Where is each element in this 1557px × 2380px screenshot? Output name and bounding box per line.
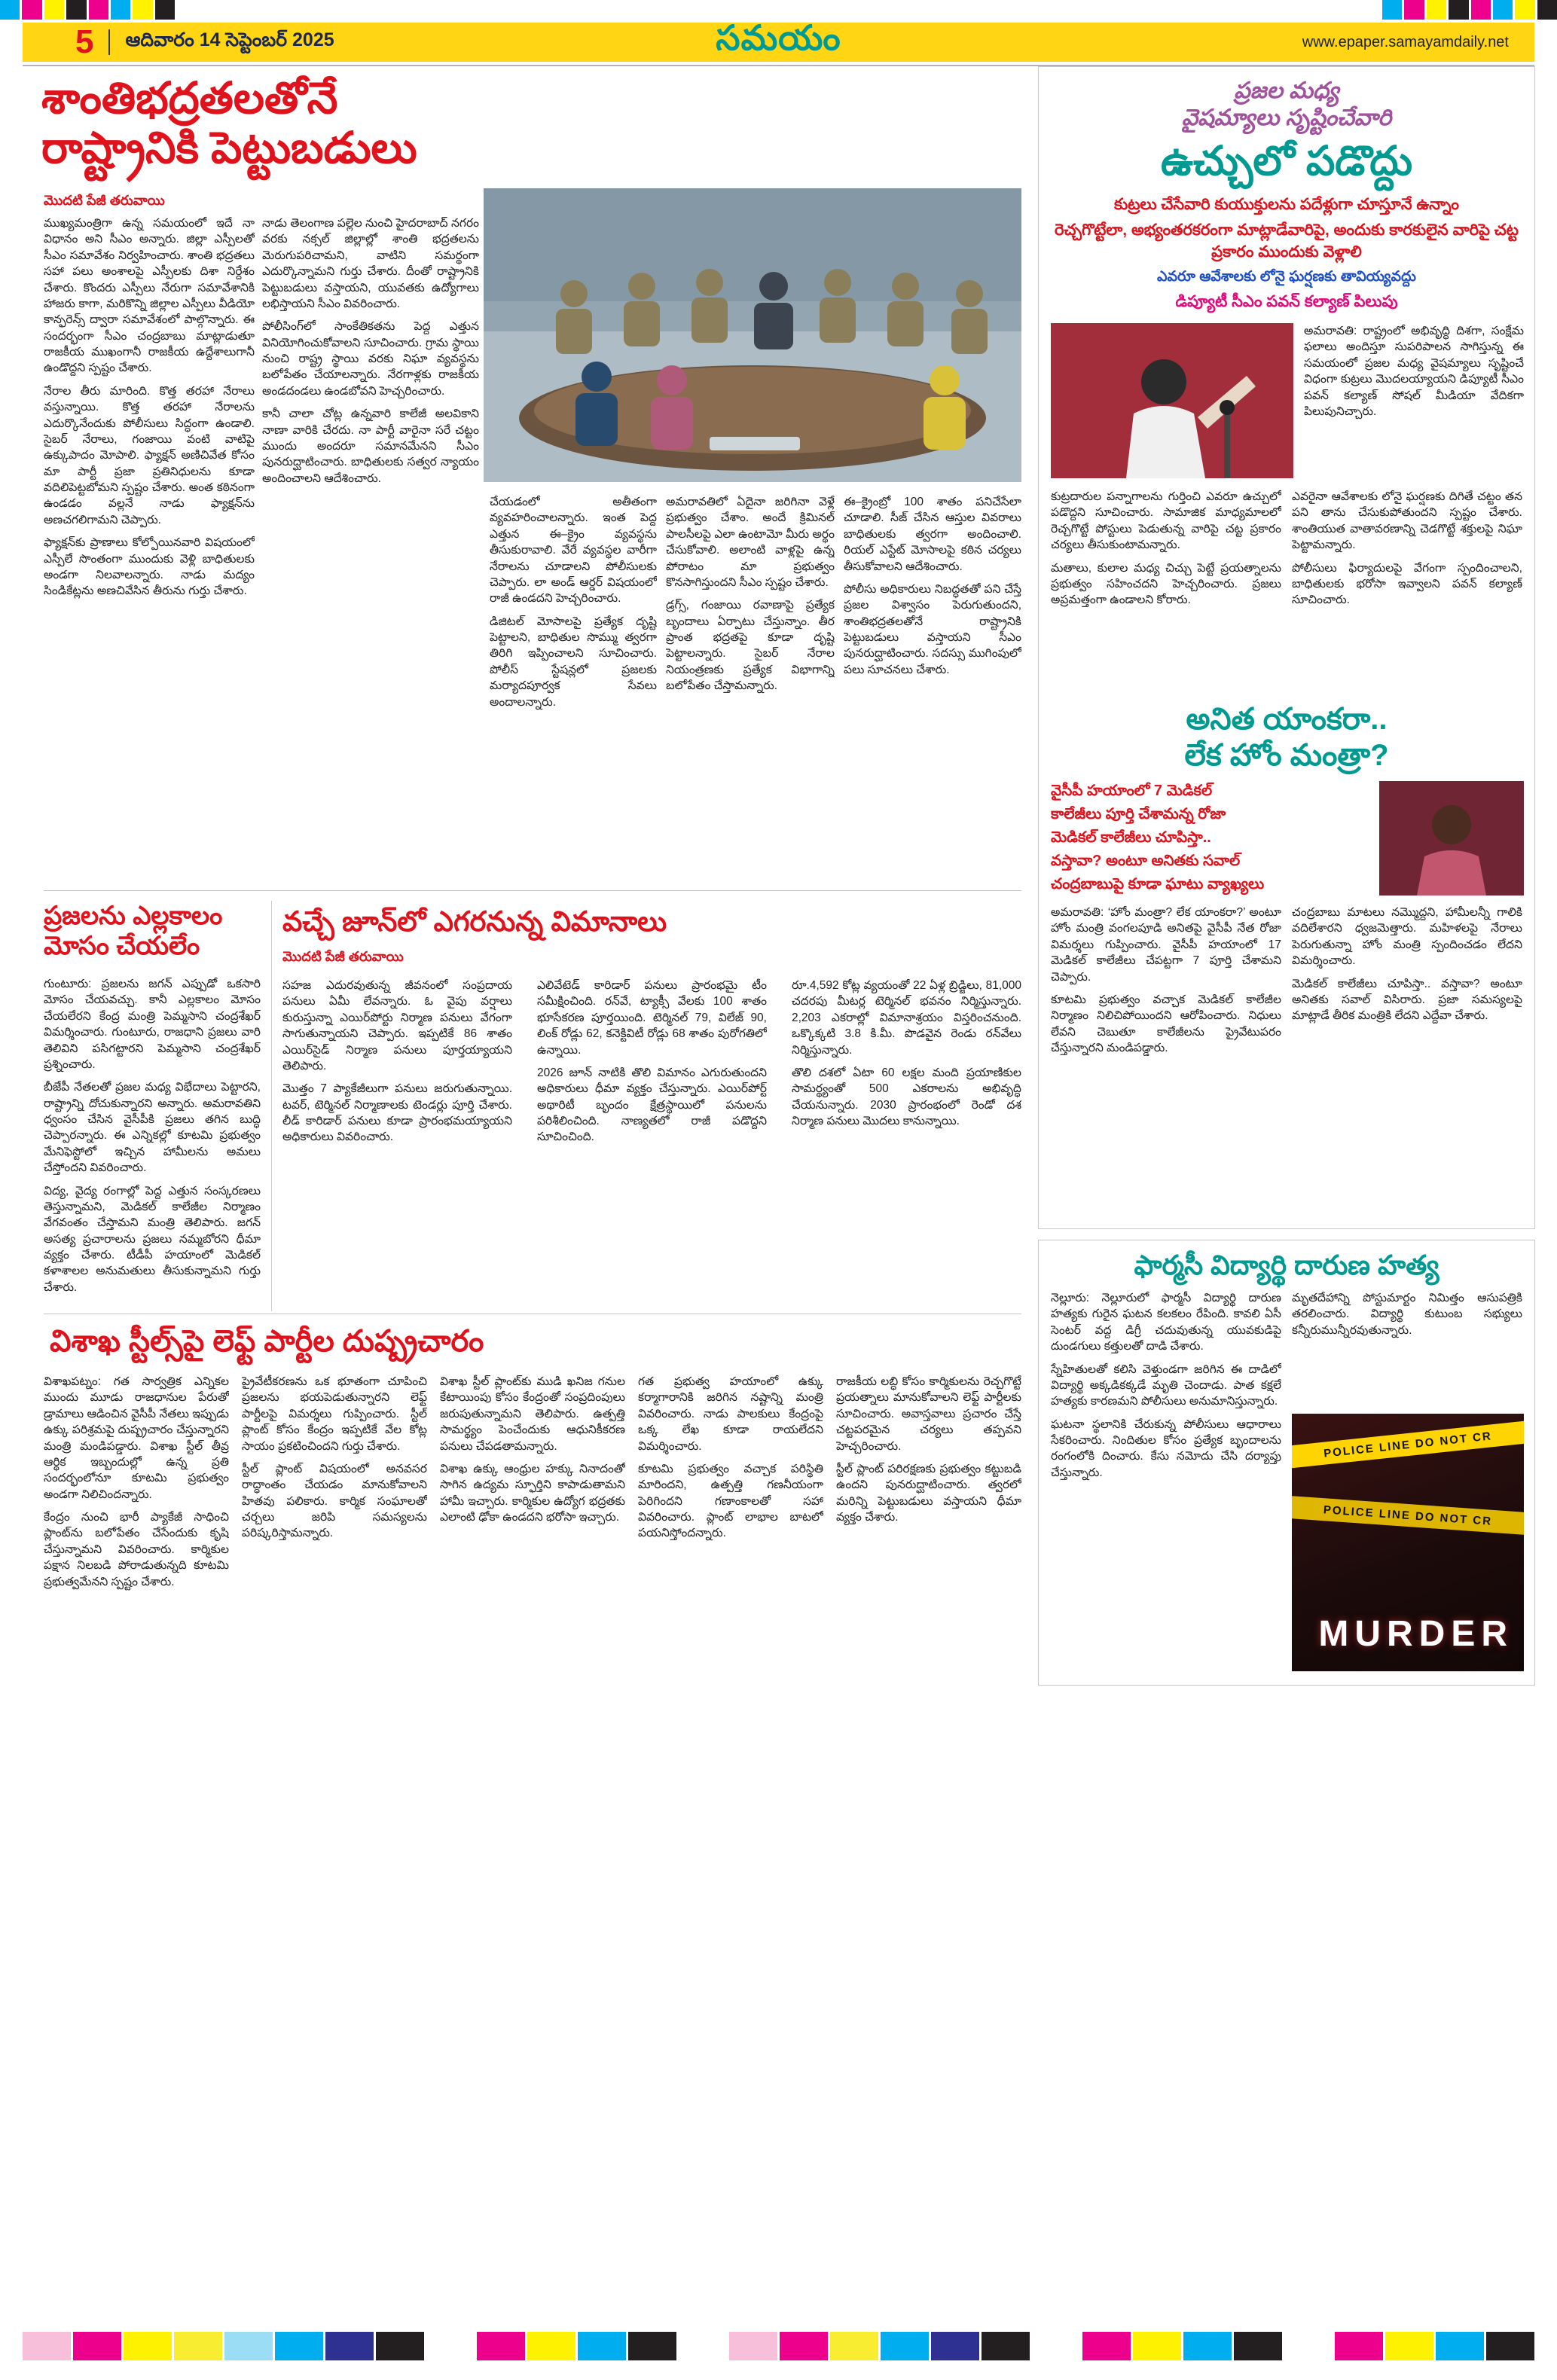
pharmacy-headline: ఫార్మసీ విద్యార్థి దారుణ హత్య	[1134, 1250, 1439, 1280]
steel-column-1	[44, 1374, 229, 2240]
paragraph: మొత్తం 7 ప్యాకేజీలుగా పనులు జరుగుతున్నాయి. టవర్, టెర్మినల్ నిర్మాణాలకు టెండర్లు పూర్తి చేశారు. లీడ్ కారిడార్ పనులు కూడా ప్రారంభమయ్యాయని అధికారులు వివరించారు.	[282, 1082, 512, 1144]
paragraph: మెడికల్ కాలేజీలు చూపిస్తా..	[1051, 829, 1211, 846]
color-swatch	[1427, 0, 1446, 20]
newspaper-logo: సమయం	[716, 18, 841, 57]
paragraph: మృతదేహాన్ని పోస్టుమార్టం నిమిత్తం ఆసుపత్రికి తరలించారు. విద్యార్థి కుటుంబ సభ్యులు కన్నీరుమున్నీరవుతున్నారు.	[1292, 1292, 1522, 1337]
paragraph: చంద్రబాబుపై కూడా ఘాటు వ్యాఖ్యలు	[1051, 876, 1265, 892]
color-swatch	[1537, 0, 1557, 20]
paragraph: తొలి దశలో ఏటా 60 లక్షల మంది ప్రయాణికుల సామర్థ్యంతో 500 ఎకరాలను అభివృద్ధి చేయనున్నారు. 2030 ప్రారంభంలో రెండో దశ నిర్మాణ పనులు మొదలు కానున్నాయి.	[792, 1066, 1021, 1127]
paragraph: సహజ ఎదురవుతున్న జీవనంలో సంప్రదాయ పనులు ఏమీ లేవన్నారు. ఓ వైపు వర్షాలు కురుస్తున్నా ఎయిర్‌పోర్టు నిర్మాణ పనులు వేగంగా సాగుతున్నాయని చెప్పారు. ఇప్పటికే 86 శాతం ఎయిర్‌సైడ్ నిర్మాణ పనులు పూర్తయ్యాయని తెలిపారు.	[282, 979, 512, 1073]
masthead	[23, 18, 1534, 62]
pawan-subhead-blue: ఎవరూ ఆవేశాలకు లోనై ఘర్షణకు తావియ్యవద్దు	[1156, 269, 1417, 285]
police-line-tape-text: POLICE LINE DO NOT CR	[1323, 1503, 1493, 1528]
anita-headline-line1: అనిత యాంకరా..	[1186, 703, 1388, 736]
print-calibration-strip-top-left	[0, 0, 175, 20]
color-swatch	[1335, 2332, 1383, 2360]
murder-label: MURDER	[1318, 1614, 1513, 1654]
paragraph: కూటమి ప్రభుత్వం వచ్చాక పరిస్థితి మారిందని, ఉత్పత్తి గణనీయంగా పెరిగిందని గణాంకాలతో సహా వివరించారు. ప్లాంట్ లాభాల బాటలో పయనిస్తోందన్నారు.	[638, 1462, 823, 1540]
color-swatch	[44, 0, 64, 20]
continuation-note: మొదటి పేజీ తరువాయి	[44, 193, 165, 208]
anita-headline	[1039, 701, 1534, 774]
print-calibration-strip-bottom	[23, 2332, 1534, 2360]
color-swatch	[1436, 2332, 1484, 2360]
color-swatch	[23, 2332, 71, 2360]
color-swatch	[931, 2332, 979, 2360]
color-swatch	[0, 0, 20, 20]
color-swatch	[1234, 2332, 1282, 2360]
steel-column-2	[242, 1374, 427, 2240]
paragraph: కూటమి ప్రభుత్వం వచ్చాక మెడికల్ కాలేజీల నిర్మాణం నిలిచిపోయిందని ఆరోపించారు. నిధులు లేవని చెబుతూ కాలేజీలను ప్రైవేటుపరం చేస్తున్నారని మండిపడ్డారు.	[1051, 993, 1281, 1054]
paragraph: నాడు తెలంగాణ పల్లెల నుంచి హైదరాబాద్ నగరం వరకు నక్సల్ జిల్లాల్లో శాంతి భద్రతలను మెరుగుపరిచామని, వాటిని సమర్థంగా ఎదుర్కొన్నామని గుర్తు చేశారు. దీంతో రాష్ట్రానికి పెట్టుబడులు వస్తాయని, యువతకు ఉద్యోగాలు లభిస్తాయని సీఎం వివరించారు.	[262, 217, 479, 310]
color-swatch	[679, 2332, 727, 2360]
paragraph: పోలీసులు ఫిర్యాదులపై వేగంగా స్పందించాలని, బాధితులకు భరోసా ఇవ్వాలని పవన్ కల్యాణ్ సూచించారు.	[1292, 561, 1522, 607]
color-swatch	[111, 0, 130, 20]
color-swatch	[578, 2332, 626, 2360]
police-line-tape	[1292, 1419, 1524, 1470]
steel-column-4	[638, 1374, 823, 2240]
main-headline-line2: రాష్ట్రానికి పెట్టుబడులు	[41, 124, 417, 173]
paragraph: స్టీల్ ప్లాంట్ విషయంలో అనవసర రాద్ధాంతం చేయడం మానుకోవాలని హితవు పలికారు. కార్మిక సంఘాలతో చర్చలు జరిపి సమస్యలను పరిష్కరిస్తామన్నారు.	[242, 1462, 427, 1540]
roja-photo-graphic	[1379, 781, 1524, 896]
paragraph: నేరాల తీరు మారింది. కొత్త తరహా నేరాలు వస్తున్నాయి. కొత్త తరహా నేరాలను ఎదుర్కొనేందుకు పోలీసులు సిద్ధంగా ఉండాలి. సైబర్ నేరాలు, గంజాయి వంటి వాటిపై ఉక్కుపాదం మోపాలి. ఫ్యాక్షన్ అణిచివేత కోసం మా పార్టీ ప్రజా ప్రతినిధులను కూడా వదిలిపెట్టబోమని స్పష్టం చేశారు. అంత కఠినంగా ఉండడం వల్లనే నాడు ఫ్యాక్షన్‌ను అణచగలిగామని చెప్పారు.	[44, 384, 255, 526]
paragraph: విశాఖ స్టీల్ ప్లాంట్‌కు ముడి ఖనిజ గనుల కేటాయింపు కోసం కేంద్రంతో సంప్రదింపులు జరుపుతున్నామని తెలిపారు. ఉత్పత్తి సామర్థ్యం పెంచేందుకు ఆధునికీకరణ పనులు చేపడతామన్నారు.	[440, 1375, 625, 1453]
steel-headline: విశాఖ స్టీల్స్‌పై లెఫ్ట్ పార్టీల దుష్ప్రచారం	[50, 1325, 484, 1358]
epaper-url[interactable]: www.epaper.samayamdaily.net	[1302, 33, 1509, 50]
flights-column-3	[792, 978, 1021, 1307]
color-swatch	[830, 2332, 878, 2360]
masthead-divider	[108, 29, 110, 55]
pawan-subhead-red-1: కుట్రలు చేసేవారి కుయుక్తులను పదేళ్లుగా చూస్తూనే ఉన్నాం	[1113, 196, 1459, 213]
paragraph: విద్య, వైద్య రంగాల్లో పెద్ద ఎత్తున సంస్కరణలు తెస్తున్నామని, మెడికల్ కాలేజీల నిర్మాణం వేగవంతం చేస్తామని మంత్రి తెలిపారు. జగన్ అసత్య ప్రచారాలను ప్రజలు నమ్మబోరని ధీమా వ్యక్తం చేశారు. టీడీపీ హయాంలో మెడికల్ కళాశాలల అనుమతులు తీసుకున్నామని గుర్తు చేశారు.	[44, 1184, 261, 1294]
main-article-column-2	[262, 215, 479, 883]
color-swatch	[89, 0, 108, 20]
color-swatch	[1082, 2332, 1131, 2360]
paragraph: విశాఖ ఉక్కు ఆంధ్రుల హక్కు నినాదంతో సాగిన ఉద్యమ స్ఫూర్తిని కాపాడుతామని హామీ ఇచ్చారు. కార్మికుల ఉద్యోగ భద్రతకు ఎలాంటి ఢోకా ఉండదని భరోసా ఇచ్చారు.	[440, 1462, 625, 1524]
cheat-headline-line1: ప్రజలను ఎల్లకాలం	[44, 902, 223, 930]
flights-continuation-note: మొదటి పేజీ తరువాయి	[282, 949, 404, 964]
paragraph: మతాలు, కులాల మధ్య చిచ్చు పెట్టే ప్రయత్నాలను ప్రభుత్వం సహించదని హెచ్చరించారు. ప్రజలు అప్రమత్తంగా ఉండాలని కోరారు.	[1051, 561, 1281, 607]
paragraph: నెల్లూరు: నెల్లూరులో ఫార్మసీ విద్యార్థి దారుణ హత్యకు గురైన ఘటన కలకలం రేపింది. కావలి ఏసీ సెంటర్ వద్ద డిగ్రీ చదువుతున్న యువకుడిపై దుండగులు కత్తులతో దాడి చేశారు.	[1051, 1292, 1281, 1353]
paragraph: ప్రైవేటీకరణను ఒక భూతంగా చూపించి ప్రజలను భయపెడుతున్నారని లెఫ్ట్ పార్టీలపై విమర్శలు గుప్పించారు. స్టీల్ ప్లాంట్ కోసం కేంద్రం ఇప్పటికే వేల కోట్ల సాయం ప్రకటించిందని గుర్తు చేశారు.	[242, 1375, 427, 1453]
color-swatch	[628, 2332, 676, 2360]
color-swatch	[982, 2332, 1030, 2360]
color-swatch	[224, 2332, 273, 2360]
murder-scene-image	[1292, 1414, 1524, 1671]
pawan-column-2	[1292, 489, 1522, 691]
main-headline-line1: శాంతిభద్రతలతోనే	[41, 74, 338, 123]
paragraph: ఎలివేటెడ్ కారిడార్ పనులు ప్రారంభమై టీం సమీక్షించింది. రన్‌వే, ట్యాక్సీ వేలకు 100 శాతం భూసేకరణ పూర్తయింది. టెర్మినల్ 79, విలేజ్ 90, లింక్ రోడ్లు 62, కనెక్టివిటీ రోడ్లు 68 శాతం పురోగతిలో ఉన్నాయి.	[537, 979, 767, 1057]
paragraph: డ్రగ్స్, గంజాయి రవాణాపై ప్రత్యేక బృందాలు ఏర్పాటు చేస్తున్నాం. తీర ప్రాంత భద్రతపై కూడా దృష్టి పెట్టాలన్నారు. సైబర్ నేరాల నియంత్రణకు ప్రత్యేక విభాగాన్ని బలోపేతం చేస్తామన్నారు.	[666, 599, 835, 693]
paragraph: అమరావతి: ‘హోం మంత్రా? లేక యాంకరా?’ అంటూ హోం మంత్రి వంగలపూడి అనితపై వైసీపీ నేత రోజా విమర్శలు గుప్పించారు. వైసీపీ హయాంలో 17 మెడికల్ కాలేజీలు చేపట్టగా 7 పూర్తి చేశామని చెప్పారు.	[1051, 906, 1281, 984]
paragraph: గుంటూరు: ప్రజలను జగన్ ఎప్పుడో ఒకసారి మోసం చేయవచ్చు. కానీ ఎల్లకాలం మోసం చేయలేరని కేంద్ర మంత్రి పెమ్మసాని చంద్రశేఖర్ విమర్శించారు. గుంటూరు, రాజధాని ప్రజలు వారి తెలివిని పసిగట్టారని పెమ్మసాని చంద్రశేఖర్ ప్రశ్నించారు.	[44, 978, 261, 1071]
pawan-column-1	[1051, 489, 1281, 691]
paragraph: మెడికల్ కాలేజీలు చూపిస్తా.. వస్తావా? అంటూ అనితకు సవాల్ విసిరారు. ప్రజా సమస్యలపై మాట్లాడే తీరిక మంత్రికి లేదని ఎద్దేవా చేశారు.	[1292, 977, 1522, 1023]
paragraph: చేయడంలో అతీతంగా వ్యవహరించాలన్నారు. ఇంత పెద్ద ఎత్తున ఈ–క్రైం వ్యవస్థను తీసుకురావాలి. వేరే వ్యవస్థల వారీగా నేరాలను చూడాలని పోలీసులకు చెప్పారు. లా అండ్ ఆర్డర్ విషయంలో రాజీ ఉండదని హెచ్చరించారు.	[490, 496, 657, 606]
color-swatch	[124, 2332, 172, 2360]
color-swatch	[1183, 2332, 1232, 2360]
paragraph: పోలీసు అధికారులు నిబద్ధతతో పని చేస్తే ప్రజల విశ్వాసం పెరుగుతుందని, శాంతిభద్రతలతోనే రాష్ట్రానికి పెట్టుబడులు వస్తాయని సీఎం పునరుద్ఘాటించారు. సదస్సు ముగింపులో పలు సూచనలు చేశారు.	[844, 582, 1021, 676]
flights-headline: వచ్చే జూన్‌లో ఎగరనున్న విమానాలు	[282, 906, 667, 937]
steel-column-3	[440, 1374, 625, 2240]
cheat-article-body	[44, 976, 261, 1307]
color-swatch	[275, 2332, 323, 2360]
police-line-tape-text: POLICE LINE DO NOT CR	[1323, 1429, 1493, 1460]
main-article-column-1	[44, 215, 255, 883]
color-swatch	[1385, 2332, 1433, 2360]
color-swatch	[1449, 0, 1468, 20]
color-swatch	[1284, 2332, 1333, 2360]
police-line-tape	[1292, 1494, 1524, 1536]
paragraph: రూ.4,592 కోట్ల వ్యయంతో 22 ఏళ్ల బ్రిడ్జిలు, 81,000 చదరపు మీటర్ల టెర్మినల్ భవనం నిర్మిస్తున్నారు. 2,203 ఎకరాల్లో విమానాశ్రయం విస్తరించనుంది. ఒక్కొక్కటి 3.8 కి.మీ. పొడవైన రెండు రన్‌వేలు నిర్మిస్తున్నారు.	[792, 979, 1021, 1057]
paragraph: డిజిటల్ మోసాలపై ప్రత్యేక దృష్టి పెట్టాలని, బాధితుల సొమ్ము త్వరగా తిరిగి ఇప్పించాలని సూచించారు. పోలీస్ స్టేషన్లలో ప్రజలకు మర్యాదపూర్వక సేవలు అందాలన్నారు.	[490, 615, 657, 709]
paragraph: కుట్రదారుల పన్నాగాలను గుర్తించి ఎవరూ ఉచ్చులో పడొద్దని సూచించారు. సామాజిక మాధ్యమాలలో రెచ్చగొట్టే పోస్టులు పెడుతున్న వారిపై చట్ట ప్రకారం చర్యలు తీసుకుంటామన్నారు.	[1051, 490, 1281, 552]
roja-photo	[1379, 781, 1524, 896]
color-swatch	[729, 2332, 777, 2360]
paragraph: కానీ చాలా చోట్ల ఉన్నవారి కాలేజీ అలవికాని నాణా వారికి చేరదు. నా పార్టీ వారైనా సరే చట్టం ముందు అందరూ సమానమేనని సీఎం పునరుద్ఘాటించారు. బాధితులకు సత్వర న్యాయం అందించాలని ఆదేశించారు.	[262, 407, 479, 485]
color-swatch	[426, 2332, 475, 2360]
color-swatch	[1493, 0, 1513, 20]
pawan-kicker-line2: వైషమ్యాలు సృష్టించేవారి	[1181, 105, 1392, 130]
color-swatch	[1382, 0, 1402, 20]
steel-column-5	[836, 1374, 1021, 2240]
paragraph: వైసీపీ హయాంలో 7 మెడికల్	[1051, 783, 1213, 799]
paragraph: పోలీసింగ్‌లో సాంకేతికతను పెద్ద ఎత్తున వినియోగించుకోవాలని సూచించారు. గ్రామ స్థాయి నుంచి రాష్ట్ర స్థాయి వరకు నిఘా వ్యవస్థను బలోపేతం చేయాలన్నారు. నేరగాళ్లకు రాజకీయ అండదండలు ఉండబోవని హెచ్చరించారు.	[262, 320, 479, 398]
cheat-headline-line2: మోసం చేయలేం	[44, 932, 200, 961]
pawan-intro	[1304, 323, 1524, 478]
paragraph: చంద్రబాబు మాటలు నమ్మొద్దని, హామీలన్నీ గాలికి వదిలేశారని ధ్వజమెత్తారు. మహిళలపై నేరాలు పెరుగుతున్నా హోం మంత్రి స్పందించడం లేదని విమర్శించారు.	[1292, 906, 1522, 968]
color-swatch	[1471, 0, 1491, 20]
pawan-headline: ఉచ్చులో పడొద్దు	[1160, 139, 1413, 184]
edition-date: ఆదివారం 14 సెప్టెంబర్ 2025	[125, 29, 334, 50]
color-swatch	[73, 2332, 121, 2360]
pawan-kicker	[1039, 78, 1534, 132]
paragraph: స్నేహితులతో కలిసి వెళ్తుండగా జరిగిన ఈ దాడిలో విద్యార్థి అక్కడికక్కడే మృతి చెందాడు. పాత కక్షలే హత్యకు కారణమని పోలీసులు అనుమానిస్తున్నారు.	[1051, 1362, 1281, 1408]
main-article-column-4	[666, 494, 835, 883]
color-swatch	[376, 2332, 424, 2360]
color-swatch	[66, 0, 86, 20]
paragraph: రాజకీయ లబ్ధి కోసం కార్మికులను రెచ్చగొట్టే ప్రయత్నాలు మానుకోవాలని లెఫ్ట్ పార్టీలకు సూచించారు. అవాస్తవాలు ప్రచారం చేస్తే చట్టపరమైన చర్యలు తప్పవని హెచ్చరించారు.	[836, 1375, 1021, 1453]
paragraph: బీజేపీ నేతలతో ప్రజల మధ్య విభేదాలు పెట్టారని, రాష్ట్రాన్ని దోచుకున్నారని అన్నారు. అమరావతిని ధ్వంసం చేసిన వైసీపీకి ప్రజలు తగిన బుద్ధి చెప్పారన్నారు. ఈ ఎన్నికల్లో కూటమి ప్రభుత్వం మేనిఫెస్టోలో ఇచ్చిన హామీలను అమలు చేస్తోందని వివరించారు.	[44, 1081, 261, 1175]
color-swatch	[325, 2332, 374, 2360]
color-swatch	[133, 0, 152, 20]
color-swatch	[1133, 2332, 1181, 2360]
anita-column-1	[1051, 905, 1281, 1215]
paragraph: 2026 జూన్ నాటికి తొలి విమానం ఎగురుతుందని అధికారులు ధీమా వ్యక్తం చేస్తున్నారు. ఎయిర్‌పోర్ట్ అథారిటీ బృందం క్షేత్రస్థాయిలో పనులను పరిశీలించింది. నాణ్యతలో రాజీ పడొద్దని సూచించింది.	[537, 1066, 767, 1144]
color-swatch	[1515, 0, 1534, 20]
color-swatch	[22, 0, 41, 20]
paragraph: అమరావతి: రాష్ట్రంలో అభివృద్ధి దిశగా, సంక్షేమ ఫలాలు అందిస్తూ సుపరిపాలన సాగిస్తున్న ఈ సమయంలో ప్రజల మధ్య వైషమ్యాలు సృష్టించే విధంగా కుట్రలు మొదలయ్యాయని డిప్యూటీ సీఎం పవన్ కల్యాణ్ సోషల్ మీడియా వేదికగా పిలుపునిచ్చారు.	[1304, 325, 1524, 418]
cheat-headline	[44, 901, 270, 961]
paragraph: కాలేజీలు పూర్తి చేశామన్న రోజా	[1051, 806, 1226, 822]
color-swatch	[780, 2332, 828, 2360]
anita-column-2	[1292, 905, 1522, 1215]
paragraph: విశాఖపట్నం: గత సార్వత్రిక ఎన్నికల ముందు మూడు రాజధానుల పేరుతో డ్రామాలు ఆడించిన వైసీపీ నేతలు ఇప్పుడు ఉక్కు పరిశ్రమపై దుష్ప్రచారం చేస్తున్నారని మంత్రి మండిపడ్డారు. విశాఖ స్టీల్ తీవ్ర ఆర్థిక ఇబ్బందుల్లో ఉన్న ప్రతి సందర్భంలోనూ కూటమి ప్రభుత్వం అండగా నిలిచిందన్నారు.	[44, 1375, 229, 1501]
color-swatch	[1032, 2332, 1080, 2360]
color-swatch	[881, 2332, 929, 2360]
column-rule	[271, 901, 272, 1311]
paragraph: వస్తావా? అంటూ అనితకు సవాల్	[1051, 853, 1241, 869]
paragraph: ముఖ్యమంత్రిగా ఉన్న సమయంలో ఇదే నా విధానం అని సీఎం అన్నారు. జిల్లా ఎస్పీలతో సీఎం సమావేశం నిర్వహించారు. శాంతి భద్రతలు సహా పలు అంశాలపై ఎస్పీలకు దిశా నిర్దేశం చేశారు. కొందరు ఎస్పీలు నేరుగా సమావేశానికి హాజరు కాగా, మరికొన్ని జిల్లాల ఎస్పీలు వీడియో కాన్ఫరెన్స్ ద్వారా సమావేశంలో పాల్గొన్నారు. ఈ సందర్భంగా సీఎం చంద్రబాబు మాట్లాడుతూ రాజకీయ ముఖంగానీ రాజకీయ ఉద్దేశాలుగానీ ఉండొద్దని స్పష్టం చేశారు.	[44, 217, 255, 375]
paragraph: ఫ్యాక్షన్‌కు ప్రాణాలు కోల్పోయినవారి విషయంలో ఎస్పీలే సొంతంగా ముందుకు వెళ్లి బాధితులకు అండగా నిలవాలన్నారు. నాడు మద్యం సిండికేట్లను అణచివేసిన తీరును గుర్తు చేశారు.	[44, 536, 255, 598]
main-article-column-3	[490, 494, 657, 883]
pawan-kalyan-photo	[1051, 323, 1293, 478]
paragraph: ఎవరైనా ఆవేశాలకు లోనై ఘర్షణకు దిగితే చట్టం తన పని తాను చేసుకుపోతుందని స్పష్టం చేశారు. శాంతియుత వాతావరణాన్ని చెడగొట్టే శక్తులపై నిఘా పెట్టామన్నారు.	[1292, 490, 1522, 552]
right-rail-box-pharmacy	[1038, 1240, 1535, 1686]
color-swatch	[1486, 2332, 1534, 2360]
color-swatch	[1404, 0, 1424, 20]
flights-column-2	[537, 978, 767, 1307]
section-rule	[44, 890, 1021, 891]
color-swatch	[155, 0, 175, 20]
page-number: 5	[75, 23, 94, 60]
paragraph: గత ప్రభుత్వ హయాంలో ఉక్కు కర్మాగారానికి జరిగిన నష్టాన్ని మంత్రి వివరించారు. నాడు పాలకులు కేంద్రంపై ఒక్క లేఖ కూడా రాయలేదని విమర్శించారు.	[638, 1375, 823, 1453]
paragraph: స్టీల్ ప్లాంట్ పరిరక్షణకు ప్రభుత్వం కట్టుబడి ఉందని పునరుద్ఘాటించారు. త్వరలో మరిన్ని పెట్టుబడులు వస్తాయని ధీమా వ్యక్తం చేశారు.	[836, 1462, 1021, 1524]
color-swatch	[174, 2332, 222, 2360]
right-rail-box-pawan-anita	[1038, 66, 1535, 1229]
anita-headline-line2: లేక హోం మంత్రా?	[1184, 739, 1389, 772]
pawan-kicker-line1: ప్రజల మధ్య	[1234, 78, 1339, 103]
paragraph: అమరావతిలో ఏదైనా జరిగినా వెళ్లే ప్రభుత్వం చేశాం. అందే క్రిమినల్ పాలసీలపై ఎలా ఉంటామో మీరు అర్థం చేసుకోవాలి. అలాంటి వాళ్లపై ఉన్న పోరాటం మా ప్రభుత్వం కొనసాగిస్తుందని సీఎం స్పష్టం చేశారు.	[666, 496, 835, 589]
pawan-photo-graphic	[1051, 323, 1293, 478]
flights-column-1	[282, 978, 512, 1307]
color-swatch	[527, 2332, 575, 2360]
paragraph: ఈ–క్రైంబ్రో 100 శాతం పనిచేసేలా చూడాలి. సీజ్ చేసిన ఆస్తుల వివరాలు బాధితులకు త్వరగా అందించాలి. రియల్ ఎస్టేట్ మోసాలపై కఠిన చర్యలు తీసుకోవాలని ఆదేశించారు.	[844, 496, 1021, 573]
pharmacy-column-1	[1051, 1290, 1281, 1671]
main-article-column-5	[844, 494, 1021, 883]
pharmacy-column-2	[1292, 1290, 1522, 1409]
paragraph: కేంద్రం నుంచి భారీ ప్యాకేజీ సాధించి ప్లాంట్‌ను బలోపేతం చేసేందుకు కృషి చేస్తున్నామని వివరించారు. కార్మికుల పక్షాన నిలబడి పోరాడుతున్నది కూటమి ప్రభుత్వమేనని స్పష్టం చేశారు.	[44, 1511, 229, 1588]
print-calibration-strip-top-right	[1382, 0, 1557, 20]
cm-sp-meeting-photo	[484, 188, 1021, 482]
pawan-subhead-red-2: రెచ్చగొట్టేలా, అభ్యంతరకరంగా మాట్లాడేవారిపై, అందుకు కారకులైన వారిపై చట్ట ప్రకారం ముందుకు వెళ్లాలి	[1055, 221, 1519, 261]
meeting-photo-graphic	[484, 188, 1021, 482]
paragraph: ఘటనా స్థలానికి చేరుకున్న పోలీసులు ఆధారాలు సేకరించారు. నిందితుల కోసం ప్రత్యేక బృందాలను రంగంలోకి దించారు. కేసు నమోదు చేసి దర్యాప్తు చేస్తున్నారు.	[1051, 1417, 1281, 1479]
color-swatch	[477, 2332, 525, 2360]
main-headline	[41, 74, 493, 173]
anita-subhead-block	[1051, 781, 1367, 896]
pawan-byline: డిప్యూటీ సీఎం పవన్ కల్యాణ్ పిలుపు	[1175, 293, 1398, 310]
